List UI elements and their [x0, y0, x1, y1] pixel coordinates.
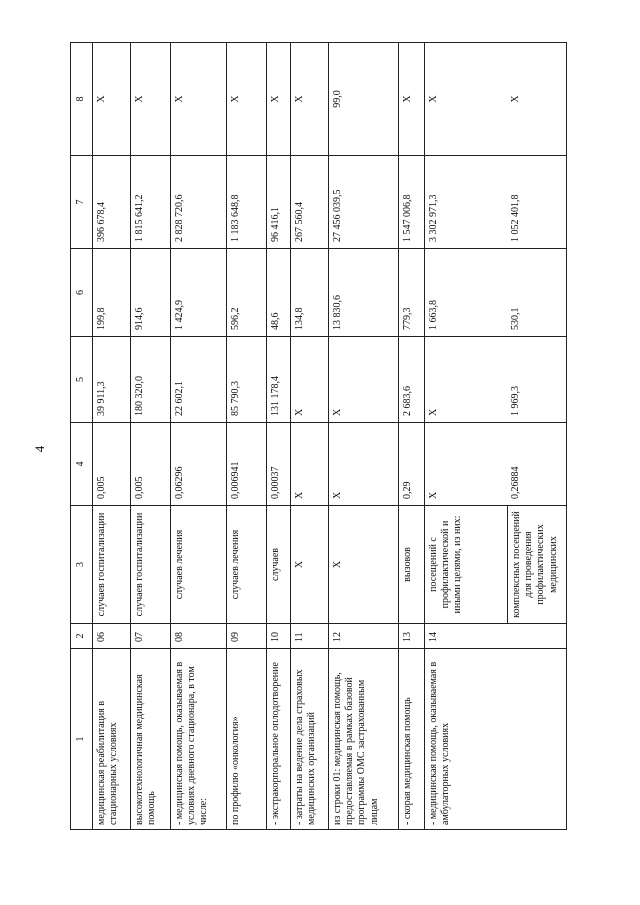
row-cost-split [425, 337, 567, 423]
row-name: - медицинская помощь, оказываемая в условиях дневного стационара, в том числе: [171, 649, 227, 830]
row-name: из строки 01: медицинская помощь, предоставляемая в рамках базовой программы ОМС застрахованным лицам [329, 649, 399, 830]
row-share: X [93, 43, 131, 156]
row-unit: случаев [267, 506, 291, 624]
row-code: 13 [399, 624, 425, 649]
col-header-5: 5 [71, 337, 93, 423]
row-norm: 0,005 [131, 423, 171, 506]
col-header-1: 1 [71, 649, 93, 830]
row-code: 11 [291, 624, 329, 649]
row-share-sub: X [510, 95, 521, 103]
row-norm: 0,005 [93, 423, 131, 506]
row-total: 396 678,4 [93, 156, 131, 249]
row-code: 14 [425, 624, 567, 649]
row-cost: 2 683,6 [399, 337, 425, 423]
row-unit: X [291, 506, 329, 624]
col-header-3: 3 [71, 506, 93, 624]
row-code: 06 [93, 624, 131, 649]
row-code: 12 [329, 624, 399, 649]
row-cost: 39 911,3 [93, 337, 131, 423]
row-name: - экстракорпоральное оплодотворение [267, 649, 291, 830]
table-row [399, 43, 425, 830]
col-header-8: 8 [71, 43, 93, 156]
row-per-capita: 199,8 [93, 249, 131, 337]
row-cost: 22 602,1 [171, 337, 227, 423]
row-name: - медицинская помощь, оказываемая в амбулаторных условиях [425, 649, 567, 830]
table-row [171, 43, 227, 830]
table-row [329, 43, 399, 830]
row-code: 10 [267, 624, 291, 649]
header-row [71, 43, 93, 830]
row-unit: случаев госпитализации [93, 506, 131, 624]
row-unit-split [425, 506, 567, 624]
row-total-sub: 1 052 401,8 [510, 194, 521, 242]
row-total: 1 547 006,8 [399, 156, 425, 249]
row-norm: X [329, 423, 399, 506]
row-cost: 85 790,3 [227, 337, 267, 423]
row-norm: 0,00037 [267, 423, 291, 506]
row-cost-sub: 1 969,3 [510, 386, 521, 416]
row-total: 1 183 648,8 [227, 156, 267, 249]
col-header-6: 6 [71, 249, 93, 337]
row-share: X [428, 95, 439, 103]
row-unit: случаев лечения [171, 506, 227, 624]
row-cost: X [329, 337, 399, 423]
rotated-table-wrapper [70, 43, 584, 830]
row-share: 99,0 [329, 43, 399, 156]
page-number: 4 [32, 445, 47, 453]
col-header-7: 7 [71, 156, 93, 249]
row-unit: случаев лечения [227, 506, 267, 624]
row-cost: 131 178,4 [267, 337, 291, 423]
row-norm: 0,006941 [227, 423, 267, 506]
row-code: 07 [131, 624, 171, 649]
row-share: X [399, 43, 425, 156]
table-row [227, 43, 267, 830]
row-per-capita: 134,8 [291, 249, 329, 337]
row-cost: X [291, 337, 329, 423]
table-row [267, 43, 291, 830]
row-code: 08 [171, 624, 227, 649]
table-row [93, 43, 131, 830]
row-norm: 0,29 [399, 423, 425, 506]
row-total: 1 815 641,2 [131, 156, 171, 249]
row-per-capita: 1 424,9 [171, 249, 227, 337]
row-per-capita: 779,3 [399, 249, 425, 337]
row-per-capita: 48,6 [267, 249, 291, 337]
row-share: X [171, 43, 227, 156]
row-cost: 180 320,0 [131, 337, 171, 423]
row-per-capita: 1 663,8 [428, 300, 439, 330]
row-share: X [131, 43, 171, 156]
row-name: - затраты на ведение дела страховых медицинских организаций [291, 649, 329, 830]
row-share-split [425, 43, 567, 156]
row-per-capita: 596,2 [227, 249, 267, 337]
row-total: 96 416,1 [267, 156, 291, 249]
row-share: X [267, 43, 291, 156]
col-header-2: 2 [71, 624, 93, 649]
row-per-capita: 914,6 [131, 249, 171, 337]
row-unit: вызовов [399, 506, 425, 624]
row-code: 09 [227, 624, 267, 649]
row-norm-split [425, 423, 567, 506]
row-name: медицинская реабилитация в стационарных условиях [93, 649, 131, 830]
table-row [425, 43, 567, 830]
row-norm: X [291, 423, 329, 506]
row-total: 2 828 720,6 [171, 156, 227, 249]
row-unit-sub: комплексных посещений для проведения профилактических медицинских [511, 511, 559, 618]
row-name: по профилю «онкология» [227, 649, 267, 830]
data-table [70, 42, 567, 830]
row-per-capita: 13 830,6 [329, 249, 399, 337]
row-unit: посещений с профилактической и иными целями, из них: [425, 506, 508, 623]
row-share: X [227, 43, 267, 156]
row-total: 267 560,4 [291, 156, 329, 249]
row-name: - скорая медицинская помощь [399, 649, 425, 830]
row-total: 27 456 039,5 [329, 156, 399, 249]
col-header-4: 4 [71, 423, 93, 506]
row-total: 3 302 971,3 [428, 194, 439, 242]
row-total-split [425, 156, 567, 249]
table-row [131, 43, 171, 830]
row-norm-sub: 0,26884 [510, 466, 521, 499]
row-norm: 0,06296 [171, 423, 227, 506]
row-per-capita-split [425, 249, 567, 337]
row-per-capita-sub: 530,1 [510, 307, 521, 330]
table-row [291, 43, 329, 830]
row-name: высокотехнологичная медицинская помощь [131, 649, 171, 830]
row-cost: X [428, 408, 439, 416]
row-norm: X [428, 491, 439, 499]
row-share: X [291, 43, 329, 156]
row-unit: случаев госпитализации [131, 506, 171, 624]
row-unit: X [329, 506, 399, 624]
